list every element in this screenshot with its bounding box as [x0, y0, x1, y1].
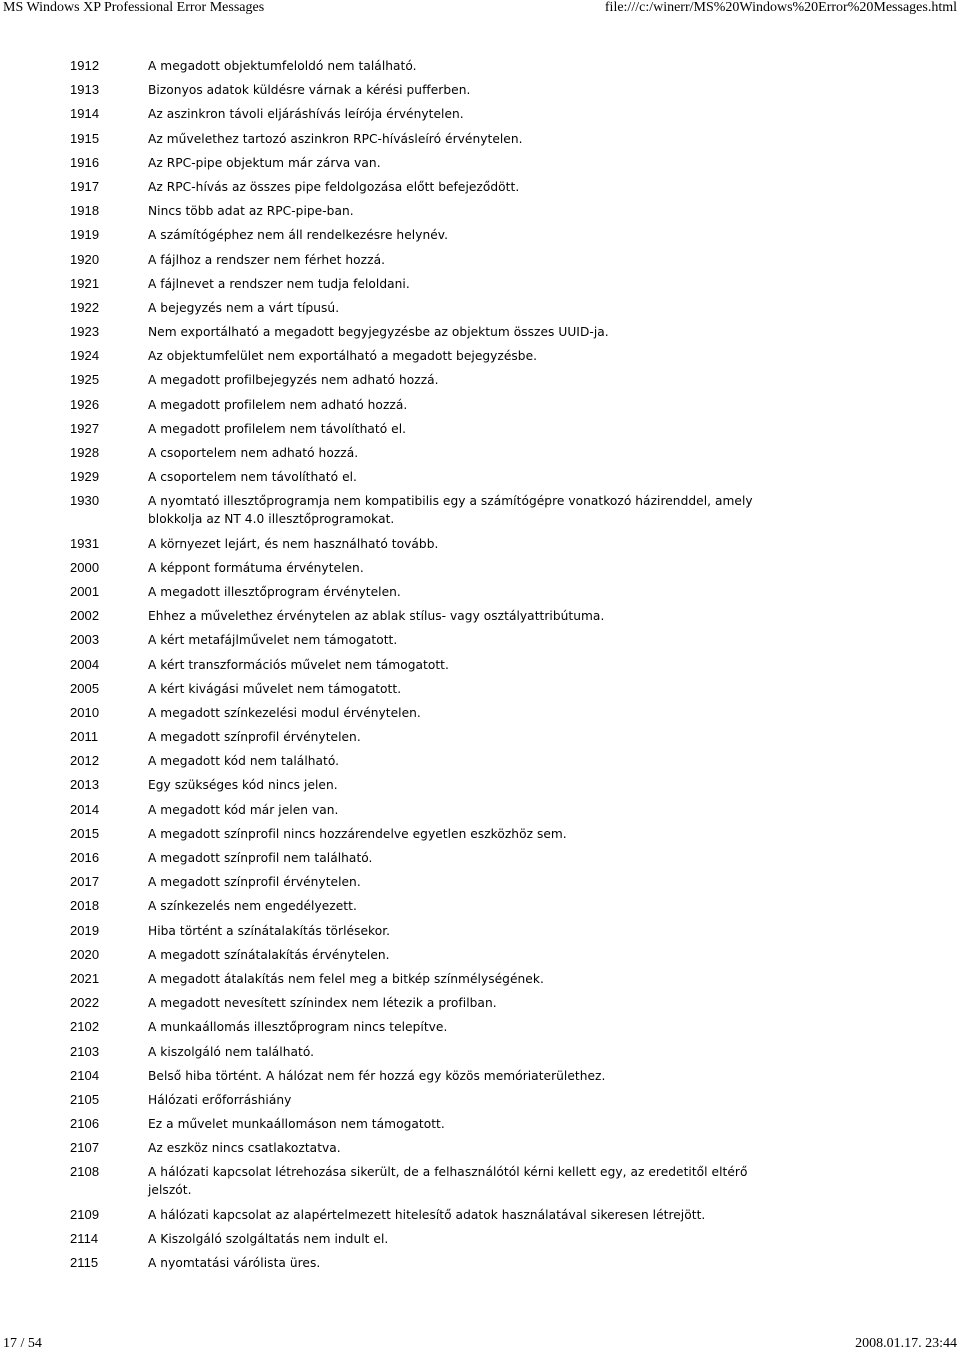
error-row [70, 178, 830, 196]
error-code: 2019 [70, 922, 100, 938]
error-message: Nincs több adat az RPC-pipe-ban. [148, 204, 354, 219]
error-row [70, 752, 830, 770]
error-row [70, 275, 830, 293]
error-message: Az aszinkron távoli eljáráshívás leírója érvénytelen. [148, 107, 464, 122]
error-message: A megadott színprofil érvénytelen. [148, 875, 361, 890]
error-code: 2011 [70, 729, 99, 745]
error-message: Az művelethez tartozó aszinkron RPC-hívásleíró érvénytelen. [148, 131, 523, 146]
error-row [70, 57, 830, 75]
error-message: A környezet lejárt, és nem használható tovább. [148, 536, 439, 551]
error-message: A hálózati kapcsolat létrehozása sikerült, de a felhasználótól kérni kellett egy, az eredetitől eltérő jelszót. [148, 1165, 748, 1198]
error-code: 2015 [70, 825, 100, 841]
error-row [70, 897, 830, 915]
error-code: 2001 [70, 583, 100, 599]
error-message: A megadott átalakítás nem felel meg a bitkép színmélységének. [148, 971, 544, 986]
error-message: Az eszköz nincs csatlakoztatva. [148, 1141, 341, 1156]
print-datetime: 2008.01.17. 23:44 [855, 1336, 957, 1351]
error-message: A Kiszolgáló szolgáltatás nem indult el. [148, 1231, 389, 1246]
error-code: 2105 [70, 1091, 100, 1107]
error-message: Az RPC-pipe objektum már zárva van. [148, 155, 381, 170]
error-row [70, 202, 830, 220]
error-message: A megadott nevesített színindex nem létezik a profilban. [148, 996, 497, 1011]
error-row [70, 704, 830, 722]
error-row [70, 728, 830, 746]
error-row [70, 607, 830, 625]
error-code: 2021 [70, 970, 100, 986]
error-code: 2017 [70, 874, 100, 890]
error-code: 1919 [70, 227, 100, 243]
error-code: 1920 [70, 251, 100, 267]
error-row [70, 1091, 830, 1109]
error-code: 2003 [70, 632, 100, 648]
error-code: 1913 [70, 82, 100, 98]
error-row [70, 1139, 830, 1157]
error-message: A megadott kód nem található. [148, 754, 340, 769]
error-row [70, 492, 830, 528]
error-code: 2002 [70, 608, 100, 624]
error-row [70, 81, 830, 99]
error-code: 2004 [70, 656, 100, 672]
error-code: 1927 [70, 420, 100, 436]
error-message: A kiszolgáló nem található. [148, 1044, 315, 1059]
error-message: Belső hiba történt. A hálózat nem fér hozzá egy közös memóriaterülethez. [148, 1068, 606, 1083]
error-code: 1921 [70, 275, 100, 291]
error-message: A fájlnevet a rendszer nem tudja feloldani. [148, 276, 410, 291]
error-row [70, 583, 830, 601]
page-number: 17 / 54 [3, 1336, 42, 1351]
error-code: 2020 [70, 946, 100, 962]
error-code: 1929 [70, 469, 100, 485]
document-title: MS Windows XP Professional Error Messages [3, 0, 265, 15]
error-row [70, 396, 830, 414]
error-message: A számítógéphez nem áll rendelkezésre helynév. [148, 228, 449, 243]
error-message: Hálózati erőforráshiány [148, 1092, 292, 1107]
error-row [70, 656, 830, 674]
error-row [70, 946, 830, 964]
error-message: A megadott színátalakítás érvénytelen. [148, 947, 390, 962]
error-code: 1914 [70, 106, 100, 122]
error-code: 2104 [70, 1067, 100, 1083]
error-code: 2010 [70, 704, 100, 720]
error-message: Egy szükséges kód nincs jelen. [148, 778, 338, 793]
error-code: 1923 [70, 324, 100, 340]
error-code: 2114 [70, 1230, 99, 1246]
error-code: 2108 [70, 1164, 100, 1180]
error-code: 2102 [70, 1019, 100, 1035]
error-code: 2107 [70, 1140, 100, 1156]
error-message: A színkezelés nem engedélyezett. [148, 899, 357, 914]
error-message: A nyomtató illesztőprogramja nem kompatibilis egy a számítógépre vonatkozó házirenddel, amely blokkolja az NT 4.0 illesztőprogramokat. [148, 494, 753, 527]
error-row [70, 1043, 830, 1061]
error-row [70, 1230, 830, 1248]
error-row [70, 154, 830, 172]
error-message: A hálózati kapcsolat az alapértelmezett hitelesítő adatok használatával sikeresen létrejött. [148, 1207, 706, 1222]
print-footer [0, 1336, 960, 1354]
error-message: A megadott színprofil érvénytelen. [148, 730, 361, 745]
error-message: A megadott színkezelési modul érvénytelen. [148, 705, 421, 720]
error-row [70, 130, 830, 148]
error-message: A bejegyzés nem a várt típusú. [148, 300, 340, 315]
document-url: file:///c:/winerr/MS%20Windows%20Error%20Messages.html [604, 0, 957, 15]
error-code: 2018 [70, 898, 100, 914]
error-row [70, 1254, 830, 1272]
error-code: 1912 [70, 58, 100, 73]
error-message: A megadott illesztőprogram érvénytelen. [148, 584, 401, 599]
error-row [70, 444, 830, 462]
error-message: A kért metafájlművelet nem támogatott. [148, 633, 398, 648]
error-message: A csoportelem nem adható hozzá. [148, 446, 359, 460]
error-code: 1926 [70, 396, 100, 412]
error-code: 2016 [70, 850, 100, 865]
error-message: A kért kivágási művelet nem támogatott. [148, 681, 402, 696]
error-row [70, 776, 830, 794]
error-message: Nem exportálható a megadott begyjegyzésbe az objektum összes UUID-ja. [148, 325, 609, 340]
error-message: A megadott színprofil nem található. [148, 851, 373, 865]
error-row [70, 631, 830, 649]
error-row [70, 680, 830, 698]
error-row [70, 535, 830, 553]
error-code: 2022 [70, 995, 100, 1011]
error-row [70, 849, 830, 867]
error-message: A munkaállomás illesztőprogram nincs telepítve. [148, 1020, 448, 1035]
error-message: A képpont formátuma érvénytelen. [148, 560, 364, 575]
error-code: 2012 [70, 753, 100, 769]
error-row [70, 347, 830, 365]
error-row [70, 1206, 830, 1224]
error-code: 2106 [70, 1116, 100, 1132]
error-code: 1928 [70, 445, 100, 460]
error-row [70, 994, 830, 1012]
error-code: 1915 [70, 130, 100, 146]
error-code: 2014 [70, 801, 100, 817]
error-row [70, 922, 830, 940]
error-code: 2000 [70, 559, 100, 575]
error-row [70, 1018, 830, 1036]
error-row [70, 323, 830, 341]
error-row [70, 299, 830, 317]
error-message: A nyomtatási várólista üres. [148, 1256, 321, 1270]
error-message: A megadott profilbejegyzés nem adható hozzá. [148, 373, 439, 388]
error-message: Az objektumfelület nem exportálható a megadott bejegyzésbe. [148, 349, 538, 364]
error-code: 2115 [70, 1255, 99, 1270]
error-message: A megadott kód már jelen van. [148, 802, 339, 817]
error-row [70, 105, 830, 123]
error-code: 1924 [70, 348, 100, 364]
error-code: 2109 [70, 1206, 100, 1222]
error-code: 1925 [70, 372, 100, 388]
error-message: Az RPC-hívás az összes pipe feldolgozása előtt befejeződött. [148, 179, 520, 194]
error-message: A megadott profilelem nem adható hozzá. [148, 397, 408, 412]
error-row [70, 468, 830, 486]
error-code: 1918 [70, 203, 100, 219]
error-message: Ez a művelet munkaállomáson nem támogatott. [148, 1117, 445, 1132]
error-code: 1922 [70, 299, 100, 315]
error-code: 2103 [70, 1043, 100, 1059]
error-message: A megadott színprofil nincs hozzárendelve egyetlen eszközhöz sem. [148, 826, 567, 841]
error-row [70, 251, 830, 269]
error-row [70, 1163, 830, 1199]
error-row [70, 825, 830, 843]
error-row [70, 1115, 830, 1133]
print-header [0, 0, 960, 22]
error-code: 1931 [70, 535, 100, 551]
error-row [70, 371, 830, 389]
error-message: A csoportelem nem távolítható el. [148, 470, 357, 485]
error-row [70, 873, 830, 891]
error-code: 1917 [70, 178, 100, 194]
error-message: Bizonyos adatok küldésre várnak a kérési pufferben. [148, 83, 471, 98]
error-code: 1916 [70, 154, 100, 170]
error-code: 2005 [70, 680, 100, 696]
error-row [70, 420, 830, 438]
error-code: 2013 [70, 777, 100, 793]
error-row [70, 226, 830, 244]
error-row [70, 1067, 830, 1085]
error-message: A megadott objektumfeloldó nem található. [148, 59, 417, 73]
error-message: A fájlhoz a rendszer nem férhet hozzá. [148, 252, 386, 267]
error-message: A megadott profilelem nem távolítható el. [148, 421, 407, 436]
error-code: 1930 [70, 493, 100, 509]
error-row [70, 970, 830, 988]
error-row [70, 559, 830, 577]
error-message: Ehhez a művelethez érvénytelen az ablak stílus- vagy osztályattribútuma. [148, 609, 605, 624]
error-row [70, 801, 830, 819]
error-message: Hiba történt a színátalakítás törlésekor. [148, 923, 391, 938]
error-message: A kért transzformációs művelet nem támogatott. [148, 657, 449, 672]
error-message-table [70, 57, 830, 1278]
